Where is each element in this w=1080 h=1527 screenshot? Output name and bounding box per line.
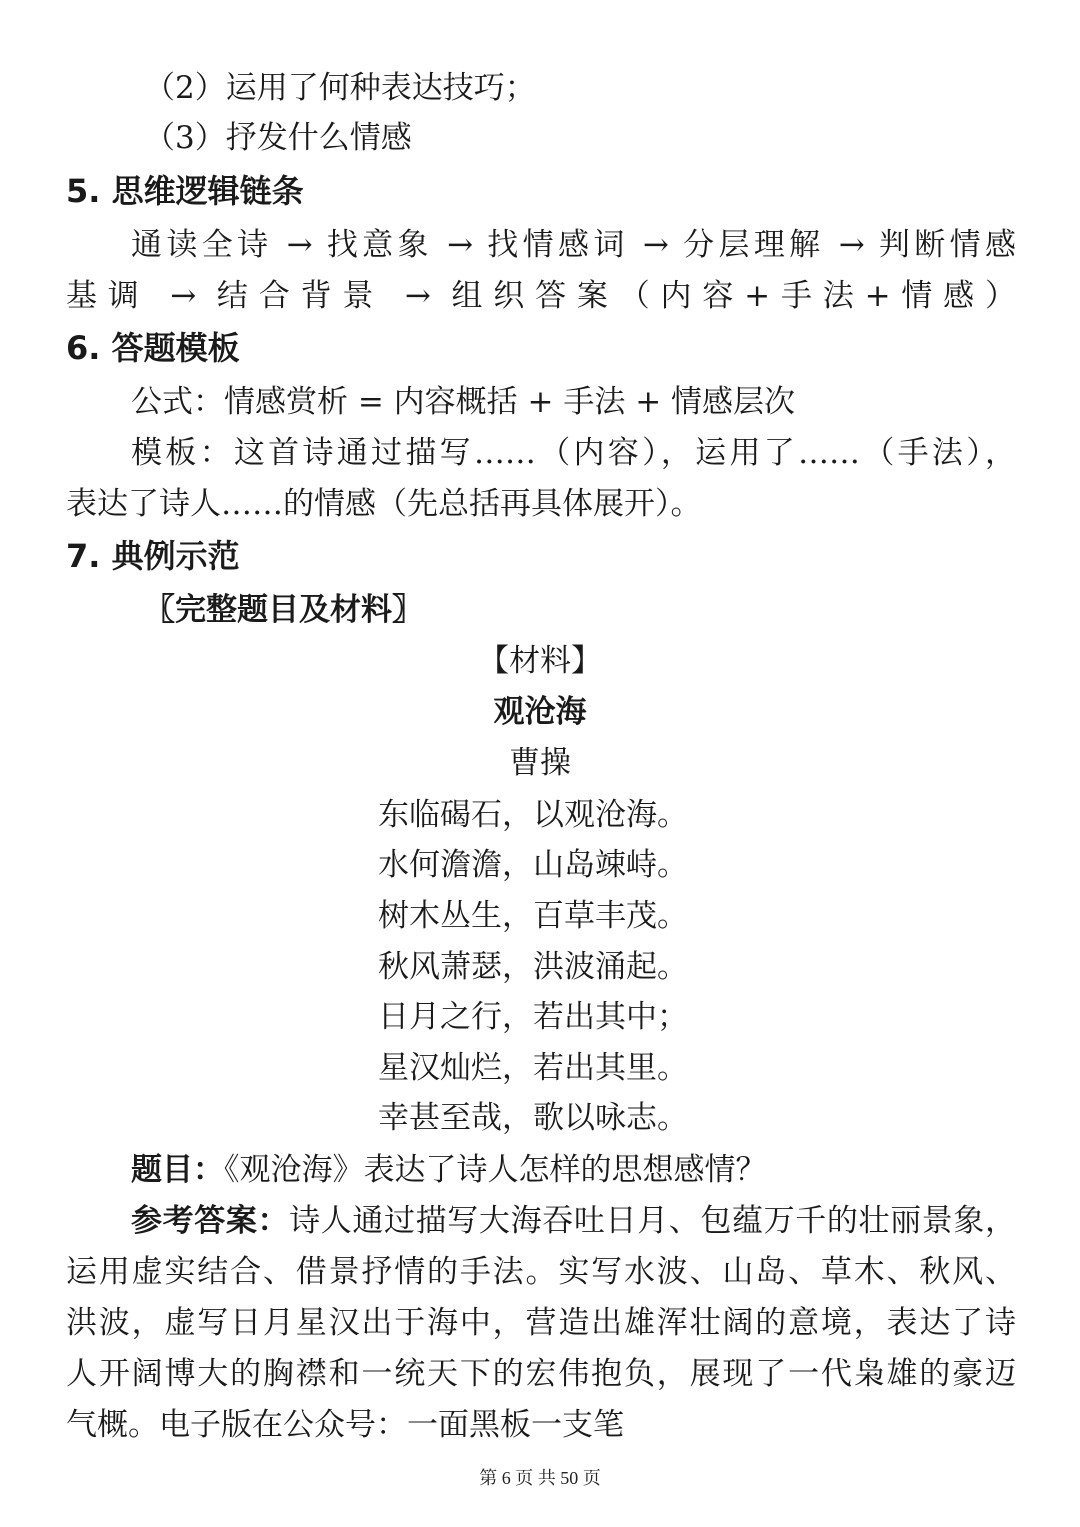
material-label: 【材料】 <box>478 643 602 679</box>
answer-line-1 <box>131 1201 1016 1241</box>
question-line <box>131 1150 1016 1190</box>
answer-line-3: 洪波，虚写日月星汉出于海中，营造出雄浑壮阔的意境，表达了诗 <box>66 1305 1016 1341</box>
page-footer: 第 6 页 共 50 页 <box>479 1468 601 1488</box>
material-subheading: 〖完整题目及材料〗 <box>144 592 423 628</box>
poem-verse: 树木丛生，百草丰茂。 <box>378 898 688 934</box>
answer-label: 参考答案： <box>131 1203 290 1239</box>
sub-item-2: （2）运用了何种表达技巧； <box>144 70 536 106</box>
poem-verse: 星汉灿烂，若出其里。 <box>378 1050 688 1086</box>
formula-line: 公式：情感赏析 = 内容概括 + 手法 + 情感层次 <box>131 384 796 420</box>
poem-verse: 日月之行，若出其中； <box>378 999 688 1035</box>
sub-item-3: （3）抒发什么情感 <box>144 120 412 156</box>
poem-verse: 东临碣石，以观沧海。 <box>378 797 688 833</box>
template-line-1: 模板：这首诗通过描写……（内容），运用了……（手法）， <box>131 435 1016 471</box>
answer-text-1: 诗人通过描写大海吞吐日月、包蕴万千的壮丽景象， <box>289 1203 1017 1239</box>
answer-line-4: 人开阔博大的胸襟和一统天下的宏伟抱负，展现了一代枭雄的豪迈 <box>66 1356 1016 1392</box>
section-heading-7: 7. 典例示范 <box>66 537 240 575</box>
poem-verse: 水何澹澹，山岛竦峙。 <box>378 847 688 883</box>
question-text: 《观沧海》表达了诗人怎样的思想感情？ <box>224 1152 767 1188</box>
poem-verse: 幸甚至哉，歌以咏志。 <box>378 1100 688 1136</box>
answer-line-5: 气概。电子版在公众号：一面黑板一支笔 <box>66 1407 624 1443</box>
answer-line-2: 运用虚实结合、借景抒情的手法。实写水波、山岛、草木、秋风、 <box>66 1254 1016 1290</box>
poem-title: 观沧海 <box>493 694 587 730</box>
question-label: 题目： <box>131 1152 224 1188</box>
section-heading-6: 6. 答题模板 <box>66 329 240 367</box>
section-heading-5: 5. 思维逻辑链条 <box>66 172 304 210</box>
chain-line-2: 基调 → 结合背景 → 组织答案（内容+手法+情感） <box>66 278 1016 314</box>
template-line-2: 表达了诗人……的情感（先总括再具体展开）。 <box>66 486 702 522</box>
poem-verse: 秋风萧瑟，洪波涌起。 <box>378 949 688 985</box>
chain-line-1: 通读全诗 → 找意象 → 找情感词 → 分层理解 → 判断情感 <box>131 227 1016 263</box>
poem-author: 曹操 <box>509 745 571 781</box>
